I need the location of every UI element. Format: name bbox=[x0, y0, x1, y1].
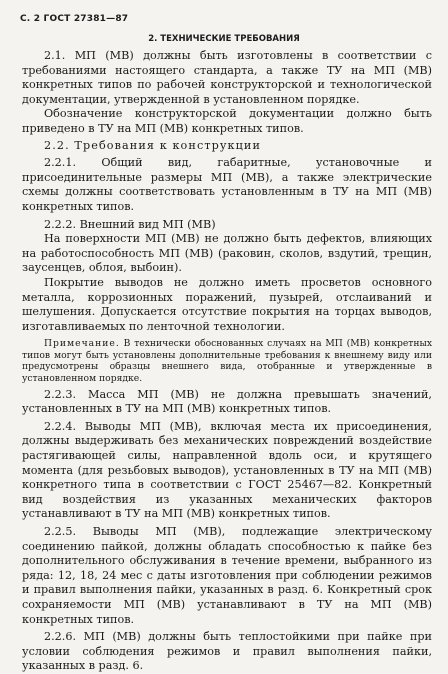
paragraph-2-2-2-title: 2.2.2. Внешний вид МП (МВ) bbox=[44, 217, 216, 231]
note-text: В технически обоснованных случаях на МП (МВ) конкретных типов могут быть установлены дополнительные требования к внешнему виду или предусмотрены образцы внешнего вида, отобранные и утвержденные в установленном порядке. bbox=[22, 338, 433, 385]
paragraph-2-2-3: 2.2.3. Масса МП (МВ) не должна превышать значений, установленных в ТУ на МП (МВ) конкретных типов. bbox=[22, 387, 432, 416]
paragraph-2-1-designation: Обозначение конструкторской документации должно быть приведено в ТУ на МП (МВ) конкретных типов. bbox=[22, 107, 432, 135]
paragraph-2-2-4: 2.2.4. Выводы МП (МВ), включая места их присоединения, должны выдерживать без механических повреждений воздействие растягивающей силы, направленной вдоль оси, и крутящего момента (для резьбовых выводов), установленных в ТУ на МП (МВ) конкретного типа в соответствии с ГОСТ 25467—82. Конкретный вид воздействия из указанных механических факторов устанавливают в ТУ на МП (МВ) конкретных типов. bbox=[22, 419, 432, 521]
paragraph-2-1: 2.1. МП (МВ) должны быть изготовлены в соответствии с требованиями настоящего стандарта, а также ТУ на МП (МВ) конкретных типов по рабочей конструкторской и технологической документации, утвержденной в установленном порядке. bbox=[22, 49, 432, 106]
note-label: Примечание. bbox=[44, 338, 120, 350]
section-title: 2. ТЕХНИЧЕСКИЕ ТРЕБОВАНИЯ bbox=[148, 34, 300, 44]
paragraph-2-2-5: 2.2.5. Выводы МП (МВ), подлежащие электрическому соединению пайкой, должны обладать способностью к пайке без дополнительного обслуживания в течение времени, выбранного из ряда: 12, 18, 24 мес с даты изготовления при соблюдении режимов и правил выполнения пайки, указанных в разд. 6. Конкретный срок сохраняемости МП (МВ) устанавливают в ТУ на МП (МВ) конкретных типов. bbox=[22, 525, 432, 626]
page-header: С. 2 ГОСТ 27381—87 bbox=[20, 14, 129, 24]
paragraph-2-2-2-coating: Покрытие выводов не должно иметь просветов основного металла, коррозионных поражений, пузырей, отслаиваний и шелушения. Допускается отсутствие покрытия на торцах выводов, изготавливаемых по ленточной технологии. bbox=[22, 275, 432, 333]
paragraph-2-2-2-defects: На поверхности МП (МВ) не должно быть дефектов, влияющих на работоспособность МП (МВ) (раковин, сколов, вздутий, трещин, заусенцев, облоя, выбоин). bbox=[22, 232, 432, 275]
document-body bbox=[22, 49, 432, 674]
paragraph-2-2-6: 2.2.6. МП (МВ) должны быть теплостойкими при пайке при условии соблюдения режимов и правил выполнения пайки, указанных в разд. 6. bbox=[22, 630, 432, 673]
paragraph-2-2-1: 2.2.1. Общий вид, габаритные, установочные и присоединительные размеры МП (МВ), а также электрические схемы должны соответствовать установленным в ТУ на МП (МВ) конкретных типов. bbox=[22, 156, 432, 213]
subsection-heading-2-2: 2.2. Требования к конструкции bbox=[44, 138, 262, 152]
note bbox=[22, 338, 432, 384]
